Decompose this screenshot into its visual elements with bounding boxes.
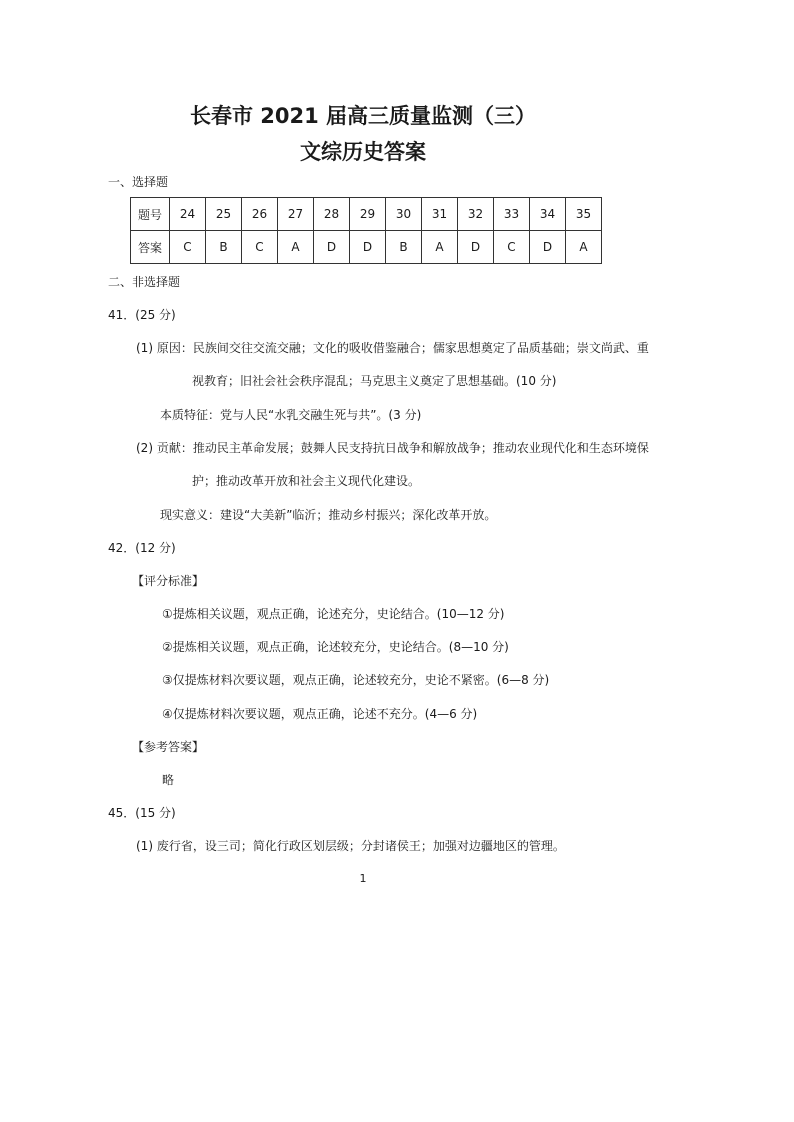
q41-part2-line2: 护；推动改革开放和社会主义现代化建设。: [192, 474, 421, 488]
q41-part1-line2: 视教育；旧社会社会秩序混乱；马克思主义奠定了思想基础。(10 分): [192, 374, 557, 388]
question-number: 28: [314, 198, 350, 231]
q45-heading: 45．(15 分): [108, 806, 176, 820]
page-subtitle: 文综历史答案: [300, 140, 426, 164]
q42-criteria-label: 【评分标准】: [132, 574, 205, 588]
answer-table-number-row: [131, 198, 602, 231]
answer-letter: B: [206, 231, 242, 264]
row-label-answer: 答案: [131, 231, 170, 264]
answer-table-answer-row: [131, 231, 602, 264]
question-number: 27: [278, 198, 314, 231]
q41-heading: 41．(25 分): [108, 308, 176, 322]
q42-criterion: ①提炼相关议题，观点正确，论述充分，史论结合。(10—12 分): [162, 607, 505, 621]
question-number: 29: [350, 198, 386, 231]
q42-reference-label: 【参考答案】: [132, 740, 205, 754]
q42-criterion: ④仅提炼材料次要议题，观点正确，论述不充分。(4—6 分): [162, 707, 478, 721]
question-number: 25: [206, 198, 242, 231]
answer-letter: D: [530, 231, 566, 264]
answer-letter: C: [242, 231, 278, 264]
row-label-number: 题号: [131, 198, 170, 231]
answer-letter: A: [278, 231, 314, 264]
q42-criterion: ②提炼相关议题，观点正确，论述较充分，史论结合。(8—10 分): [162, 640, 509, 654]
page-number: 1: [359, 872, 367, 885]
q45-part1: (1) 废行省，设三司；简化行政区划层级；分封诸侯王；加强对边疆地区的管理。: [136, 839, 565, 853]
answer-letter: C: [170, 231, 206, 264]
page-title: 长春市 2021 届高三质量监测（三）: [189, 104, 537, 128]
answer-letter: A: [566, 231, 602, 264]
question-number: 35: [566, 198, 602, 231]
question-number: 34: [530, 198, 566, 231]
answer-letter: D: [458, 231, 494, 264]
question-number: 32: [458, 198, 494, 231]
q41-part1-line1: (1) 原因：民族间交往交流交融；文化的吸收借鉴融合；儒家思想奠定了品质基础；崇文尚武、重: [136, 341, 649, 355]
q42-reference: 略: [162, 773, 175, 787]
section-choice-heading: 一、选择题: [108, 175, 169, 189]
q41-essence: 本质特征：党与人民“水乳交融生死与共”。(3 分): [160, 408, 422, 422]
question-number: 26: [242, 198, 278, 231]
q42-heading: 42．(12 分): [108, 541, 176, 555]
question-number: 24: [170, 198, 206, 231]
q41-part2-line1: (2) 贡献：推动民主革命发展；鼓舞人民支持抗日战争和解放战争；推动农业现代化和生态环境保: [136, 441, 649, 455]
question-number: 33: [494, 198, 530, 231]
question-number: 31: [422, 198, 458, 231]
answer-letter: A: [422, 231, 458, 264]
answer-table: [130, 197, 602, 264]
section-nonchoice-heading: 二、非选择题: [108, 275, 181, 289]
answer-letter: B: [386, 231, 422, 264]
answer-letter: C: [494, 231, 530, 264]
answer-letter: D: [350, 231, 386, 264]
question-number: 30: [386, 198, 422, 231]
q41-significance: 现实意义：建设“大美新”临沂；推动乡村振兴；深化改革开放。: [160, 508, 497, 522]
q42-criterion: ③仅提炼材料次要议题，观点正确，论述较充分，史论不紧密。(6—8 分): [162, 673, 550, 687]
answer-letter: D: [314, 231, 350, 264]
